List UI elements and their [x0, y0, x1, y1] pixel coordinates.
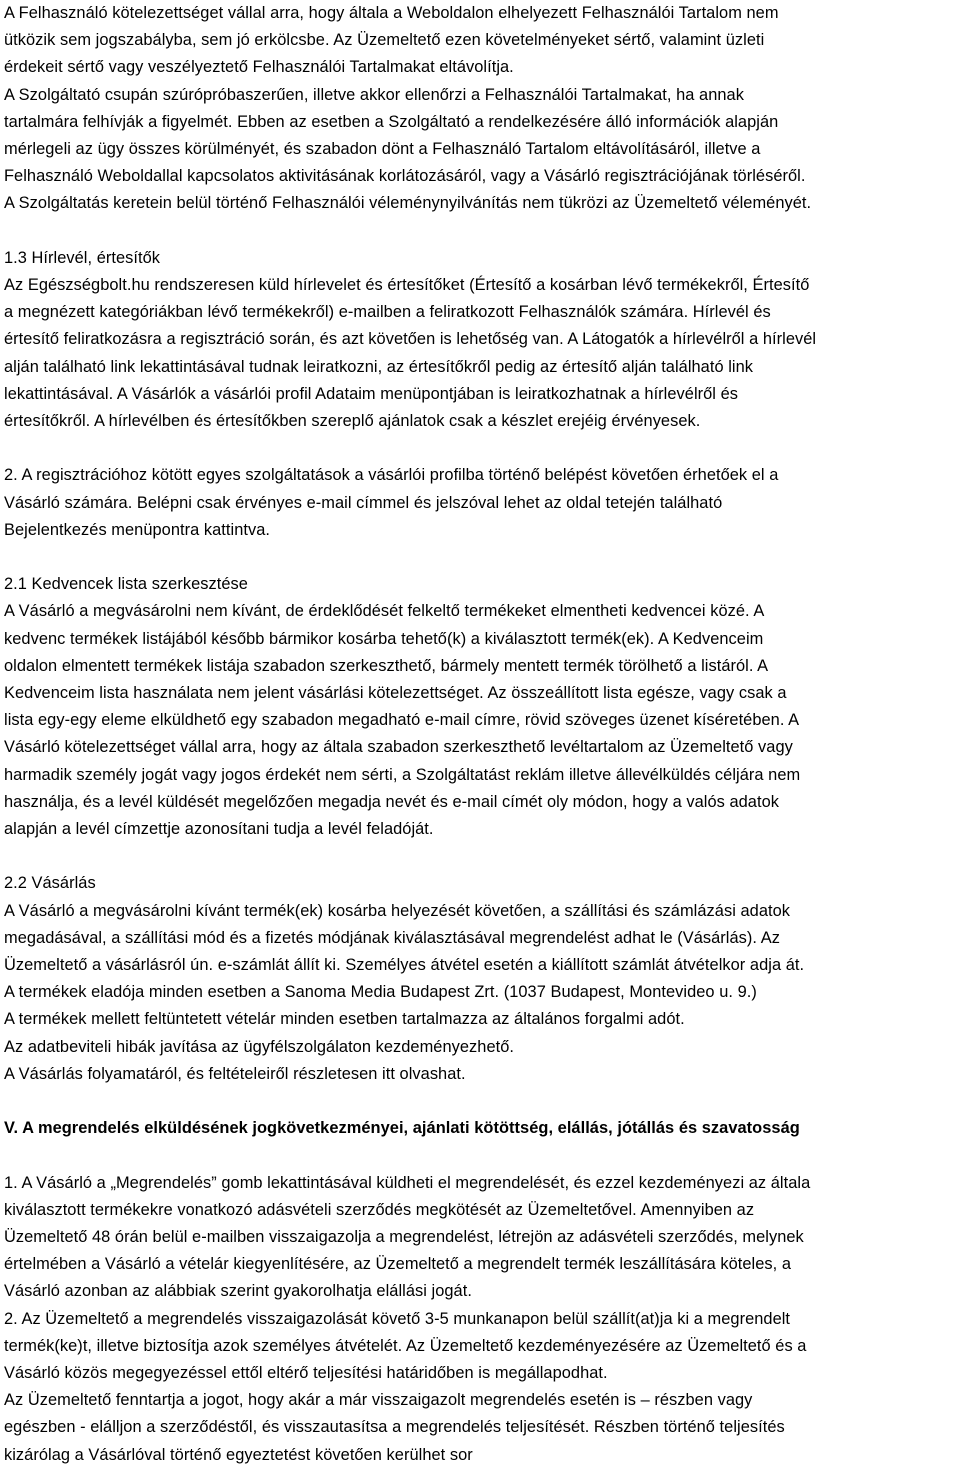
paragraph-spacer [4, 1088, 960, 1115]
chapter-heading-v: V. A megrendelés elküldésének jogkövetkezményei, ajánlati kötöttség, elállás, jótállás és szavatosság [4, 1119, 800, 1138]
paragraph-spacer [4, 544, 960, 571]
section-favorites-list: 2.1 Kedvencek lista szerkesztése A Vásárló a megvásárolni nem kívánt, de érdeklődését felkeltő termékeket elmentheti kedvencei közé. A kedvenc termékek listájából később bármikor kosárba tehető(k) a kiválasztott termék(ek). A Kedvenceim oldalon elmentett termékek listája szabadon szerkeszthető, bármely mentett termék törölhető a listáról. A Kedvenceim lista használata nem jelent vásárlási kötelezettséget. Az összeállított lista egésze, vagy csak a lista egy-egy eleme elküldhető egy szabadon megadható e-mail címre, rövid szöveges üzenet kíséretében. A Vásárló kötelezettséget vállal arra, hogy az általa szabadon szerkeszthető levéltartalom az Üzemeltető vagy harmadik személy jogát vagy jogos érdekét nem sérti, a Szolgáltatást reklám illetve állevélküldés céljára nem használja, és a levél küldését megelőzően megadja nevét és e-mail címét oly módon, hogy a valós adatok alapján a levél címzettje azonosítani tudja a levél feladóját. [4, 575, 801, 839]
paragraph-spacer [4, 1142, 960, 1169]
document-page [4, 0, 960, 1469]
paragraph-spacer [4, 218, 960, 245]
section-registration-services: 2. A regisztrációhoz kötött egyes szolgáltatások a vásárlói profilba történő belépést követően érhetőek el a Vásárló számára. Belépni csak érvényes e-mail címmel és jelszóval lehet az oldal tetején található Bejelentkezés menüpontra kattintva. [4, 466, 779, 539]
section-purchase: 2.2 Vásárlás A Vásárló a megvásárolni kívánt termék(ek) kosárba helyezését követően, a szállítási és számlázási adatok megadásával, a szállítási mód és a fizetés módjának kiválasztásával megrendelést adhat le (Vásárlás). Az Üzemeltető a vásárlásról ún. e-számlát állít ki. Személyes átvétel esetén a kiállított számlát átvételkor adja át. A termékek eladója minden esetben a Sanoma Media Budapest Zrt. (1037 Budapest, Montevideo u. 9.) A termékek mellett feltüntetett vételár minden esetben tartalmazza az általános forgalmi adót. Az adatbeviteli hibák javítása az ügyfélszolgálaton kezdeményezhető. A Vásárlás folyamatáról, és feltételeiről részletesen itt olvashat. [4, 874, 805, 1083]
section-newsletter: 1.3 Hírlevél, értesítők Az Egészségbolt.hu rendszeresen küld hírlevelet és értesítőket (Értesítő a kosárban lévő termékekről, Értesítő a megnézett kategóriákban lévő termékekről) e-mailben a feliratkozott Felhasználók számára. Hírlevél és értesítő feliratkozásra a regisztráció során, és azt követően is lehetőség van. A Látogatók a hírlevélről a hírlevél alján található link lekattintásával tudnak leiratkozni, az értesítőkről pedig az értesítő alján található link lekattintásával. A Vásárlók a vásárlói profil Adataim menüpontjában is leiratkozhatnak a hírlevélről és értesítőkről. A hírlevélben és értesítőkben szereplő ajánlatok csak a készlet erejéig érvényesek. [4, 248, 817, 431]
section-order-consequences: 1. A Vásárló a „Megrendelés” gomb lekattintásával küldheti el megrendelését, és ezzel kezdeményezi az általa kiválasztott termékekre vonatkozó adásvételi szerződés megkötését az Üzemeltetővel. Amennyiben az Üzemeltető 48 órán belül e-mailben visszaigazolja a megrendelést, létrejön az adásvételi szerződés, melynek értelmében a Vásárló a vételár kiegyenlítésére, az Üzemeltető a megrendelt termék leszállítására köteles, a Vásárló azonban az alábbiak szerint gyakorolhatja elállási jogát. 2. Az Üzemeltető a megrendelés visszaigazolását követő 3-5 munkanapon belül szállít(at)ja ki a megrendelt termék(ke)t, illetve biztosítja azok személyes átvételét. Az Üzemeltető kezdeményezésére az Üzemeltető és a Vásárló közös megegyezéssel ettől eltérő teljesítési határidőben is megállapodhat. Az Üzemeltető fenntartja a jogot, hogy akár a már visszaigazolt megrendelés esetén is – részben vagy egészben - elálljon a szerződéstől, és visszautasítsa a megrendelés teljesítését. Részben történő teljesítés kizárólag a Vásárlóval történő egyeztetést követően kerülhet sor [4, 1173, 811, 1464]
paragraph-user-content-obligations: A Felhasználó kötelezettséget vállal arra, hogy általa a Weboldalon elhelyezett Felhasználói Tartalom nem ütközik sem jogszabályba, sem jó erkölcsbe. Az Üzemeltető ezen követelményeket sértő, valamint üzleti érdekeit sértő vagy veszélyeztető Felhasználói Tartalmakat eltávolítja. A Szolgáltató csupán szúrópróbaszerűen, illetve akkor ellenőrzi a Felhasználói Tartalmakat, ha annak tartalmára felhívják a figyelmét. Ebben az esetben a Szolgáltató a rendelkezésére álló információk alapján mérlegeli az ügy összes körülményét, és szabadon dönt a Felhasználó Tartalom eltávolításáról, illetve a Felhasználó Weboldallal kapcsolatos aktivitásának korlátozásáról, vagy a Vásárló regisztrációjának törléséről. A Szolgáltatás keretein belül történő Felhasználói véleménynyilvánítás nem tükrözi az Üzemeltető véleményét. [4, 4, 812, 213]
paragraph-spacer [4, 843, 960, 870]
paragraph-spacer [4, 435, 960, 462]
